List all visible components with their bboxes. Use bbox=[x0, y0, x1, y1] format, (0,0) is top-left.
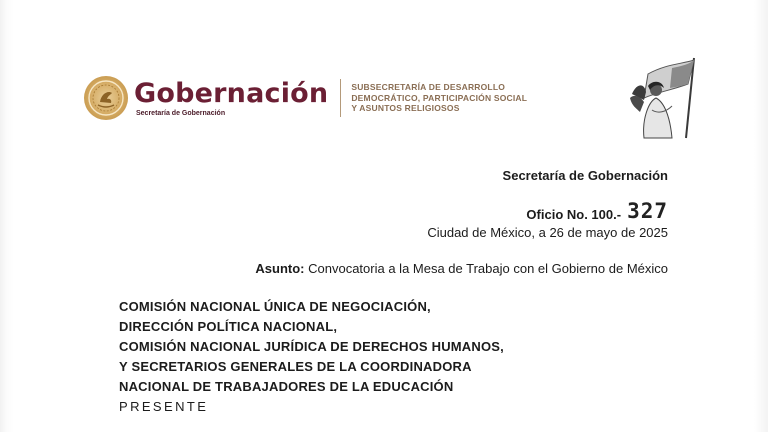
header-divider bbox=[340, 79, 341, 117]
oficio-reference bbox=[526, 200, 668, 222]
national-seal-icon bbox=[84, 76, 128, 120]
letter-date: Ciudad de México, a 26 de mayo de 2025 bbox=[427, 225, 668, 240]
recipients-block bbox=[119, 297, 504, 417]
letter-department: Secretaría de Gobernación bbox=[502, 168, 668, 183]
recipient-line: COMISIÓN NACIONAL ÚNICA DE NEGOCIACIÓN, bbox=[119, 299, 431, 314]
recipient-line: DIRECCIÓN POLÍTICA NACIONAL, bbox=[119, 319, 338, 334]
brand-name: Gobernación bbox=[134, 77, 329, 109]
heroine-flag-emblem-icon bbox=[622, 54, 704, 140]
letterhead bbox=[84, 72, 527, 124]
subject-text: Convocatoria a la Mesa de Trabajo con el Gobierno de México bbox=[308, 261, 668, 276]
subject-label: Asunto: bbox=[255, 261, 305, 276]
office-line: Y ASUNTOS RELIGIOSOS bbox=[351, 103, 460, 114]
recipient-line: Y SECRETARIOS GENERALES DE LA COORDINADORA bbox=[119, 359, 472, 374]
office-line: DEMOCRÁTICO, PARTICIPACIÓN SOCIAL bbox=[351, 92, 528, 103]
office-line: SUBSECRETARÍA DE DESARROLLO bbox=[351, 82, 506, 93]
oficio-label: Oficio No. 100.- bbox=[526, 207, 622, 222]
recipient-line: COMISIÓN NACIONAL JURÍDICA DE DERECHOS HUMANOS, bbox=[119, 339, 504, 354]
letter-subject bbox=[255, 261, 668, 276]
recipient-line: NACIONAL DE TRABAJADORES DE LA EDUCACIÓN bbox=[119, 379, 454, 394]
brand-subtitle: Secretaría de Gobernación bbox=[136, 109, 226, 117]
office-name bbox=[351, 82, 527, 114]
presente-line: PRESENTE bbox=[119, 399, 209, 414]
oficio-number: 327 bbox=[627, 199, 668, 223]
brand-block bbox=[134, 79, 328, 118]
